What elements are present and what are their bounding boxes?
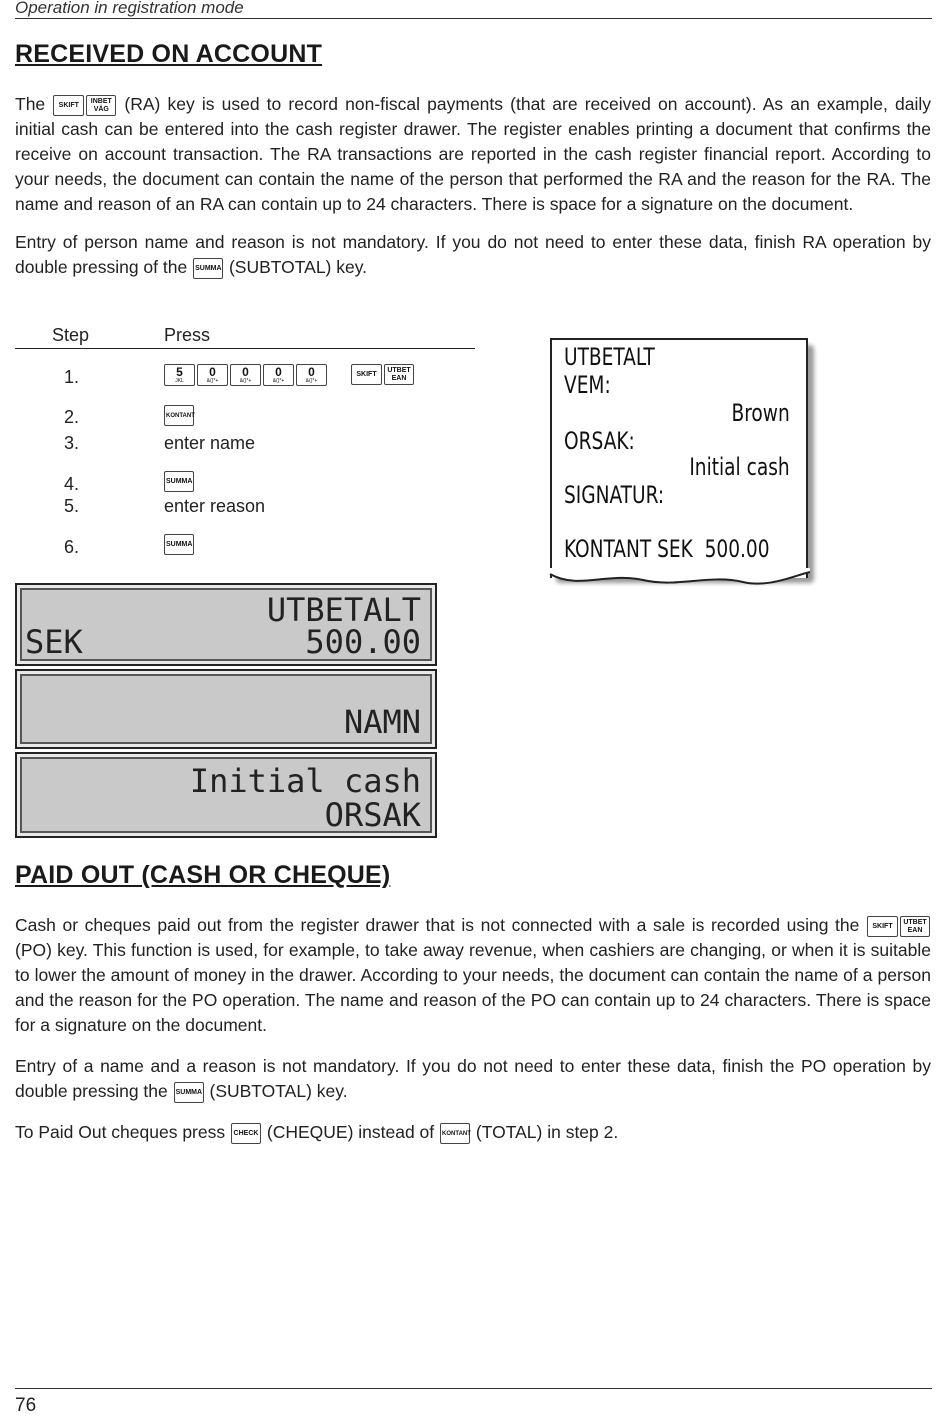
po-p3-start: To Paid Out cheques press: [15, 1122, 226, 1142]
key-0-digit: 0: [242, 365, 249, 379]
ra-p2-end: (SUBTOTAL) key.: [228, 257, 368, 277]
key-0-digit: 0: [209, 365, 216, 379]
po-paragraph-1: [15, 913, 931, 1038]
po-p1-start: Cash or cheques paid out from the register drawer that is not connected with a sale is recorded using the: [15, 915, 860, 935]
key-0-digit: 0: [308, 365, 315, 379]
inbet-vag-key-icon: [86, 95, 116, 116]
lcd-display-reason: [15, 752, 437, 838]
key-5-digit: 5: [176, 365, 183, 379]
skift-key-icon: SKIFT: [351, 364, 382, 385]
inbet-key-line1: INBET: [90, 97, 112, 105]
key-5-icon: [164, 364, 195, 386]
footer-rule: [15, 1388, 932, 1389]
page-number: 76: [15, 1395, 37, 1416]
steps-column-press: Press: [164, 325, 211, 345]
utbet-key-line2: EAN: [391, 375, 407, 382]
po-p2-start: Entry of a name and a reason is not mandatory. If you do not need to enter these data, finish the PO operation by double pressing the: [15, 1056, 931, 1101]
inbet-key-line2: VÄG: [93, 105, 109, 113]
utbet-ean-key-icon: [384, 364, 414, 385]
lcd-line-utbetalt: UTBETALT: [266, 591, 421, 629]
ra-p1-start: The: [15, 94, 46, 114]
po-paragraph-3: [15, 1120, 931, 1145]
step-number: 6.: [63, 537, 79, 557]
key-0-sub: &()*+: [272, 378, 285, 384]
utbet-key-line1: UTBET: [903, 918, 927, 926]
receipt-line-vem: VEM:: [564, 371, 611, 399]
skift-key-icon: SKIFT: [53, 95, 84, 116]
receipt-printout: [550, 338, 808, 578]
section-title-received-on-account: RECEIVED ON ACCOUNT: [15, 40, 323, 68]
receipt-line-name: Brown: [731, 399, 790, 427]
summa-key-icon: SUMMA: [193, 258, 223, 279]
lcd-display-name: [15, 669, 437, 749]
steps-column-step: Step: [52, 325, 90, 345]
ra-p2-start: Entry of person name and reason is not mandatory. If you do not need to enter these data, finish RA operation by double pressing of the: [15, 232, 931, 277]
key-0-digit: 0: [275, 365, 282, 379]
po-paragraph-2: [15, 1054, 931, 1104]
summa-key-icon: SUMMA: [164, 471, 194, 492]
header-rule: [15, 18, 932, 19]
step-number: 2.: [63, 407, 79, 427]
step-text: enter reason: [164, 496, 266, 516]
receipt-line-orsak: ORSAK:: [564, 427, 635, 455]
check-key-icon: CHECK: [231, 1123, 261, 1144]
lcd-line-amount: 500.00: [305, 623, 421, 661]
key-5-sub: JKL: [175, 378, 184, 384]
ra-paragraph-1: [15, 92, 931, 217]
step-1-keys: [163, 364, 328, 386]
summa-key-icon: SUMMA: [174, 1082, 204, 1103]
utbet-ean-key-icon: [900, 916, 930, 937]
po-p1-rest: (PO) key. This function is used, for example, to take away revenue, when cashiers are changing, or when it is suitable to lower the amount of money in the drawer. According to your needs, the document can contain the name of a person and the reason for the PO operation. The name and reason of the PO can contain up to 24 characters. There is space for a signature on the document.: [15, 940, 931, 1035]
receipt-line-total: KONTANT SEK 500.00: [564, 535, 770, 563]
key-0-icon: [230, 364, 261, 386]
lcd-line-currency: SEK: [25, 623, 83, 661]
key-0-sub: &()*+: [305, 378, 318, 384]
ra-paragraph-2: [15, 230, 931, 280]
step-number: 1.: [63, 367, 79, 387]
utbet-key-line2: EAN: [907, 926, 923, 934]
utbet-key-line1: UTBET: [387, 367, 411, 374]
step-6-keys: [163, 534, 195, 555]
step-2-keys: [163, 405, 195, 426]
step-4-keys: [163, 471, 195, 492]
step-number: 3.: [63, 433, 79, 453]
running-header: Operation in registration mode: [15, 0, 244, 17]
ra-p1-rest: (RA) key is used to record non-fiscal payments (that are received on account). As an example, daily initial cash can be entered into the cash register drawer. The register enables printing a document that confirms the receive on account transaction. The RA transactions are reported in the cash register financial report. According to your needs, the document can contain the name of the person that performed the RA and the reason for the RA. The name and reason of an RA can contain up to 24 characters. There is space for a signature on the document.: [15, 94, 931, 214]
steps-header-rule: [15, 348, 475, 349]
lcd-line-initial-cash: Initial cash: [189, 762, 421, 800]
receipt-line-reason: Initial cash: [689, 453, 790, 481]
receipt-torn-edge: [548, 568, 812, 590]
po-p3-mid: (CHEQUE) instead of: [266, 1122, 435, 1142]
key-0-icon: [197, 364, 228, 386]
lcd-display-amount: [15, 583, 437, 666]
kontant-key-icon: KONTANT: [164, 405, 194, 426]
lcd-line-orsak: ORSAK: [324, 796, 421, 834]
step-number: 4.: [63, 474, 79, 494]
key-0-icon: [263, 364, 294, 386]
po-p3-end: (TOTAL) in step 2.: [475, 1122, 619, 1142]
key-0-sub: &()*+: [239, 378, 252, 384]
step-text: enter name: [164, 433, 256, 453]
receipt-line-utbetalt: UTBETALT: [564, 343, 655, 371]
key-0-sub: &()*+: [206, 378, 219, 384]
section-title-paid-out: PAID OUT (CASH OR CHEQUE): [15, 861, 391, 889]
skift-key-icon: SKIFT: [867, 916, 898, 937]
po-p2-end: (SUBTOTAL) key.: [209, 1081, 348, 1101]
kontant-key-icon: KONTANT: [440, 1123, 470, 1144]
step-1-function-keys: [350, 364, 415, 385]
summa-key-icon: SUMMA: [164, 534, 194, 555]
step-number: 5.: [63, 496, 79, 516]
receipt-line-signatur: SIGNATUR:: [564, 481, 665, 509]
lcd-line-namn: NAMN: [343, 703, 421, 741]
key-0-icon: [296, 364, 327, 386]
